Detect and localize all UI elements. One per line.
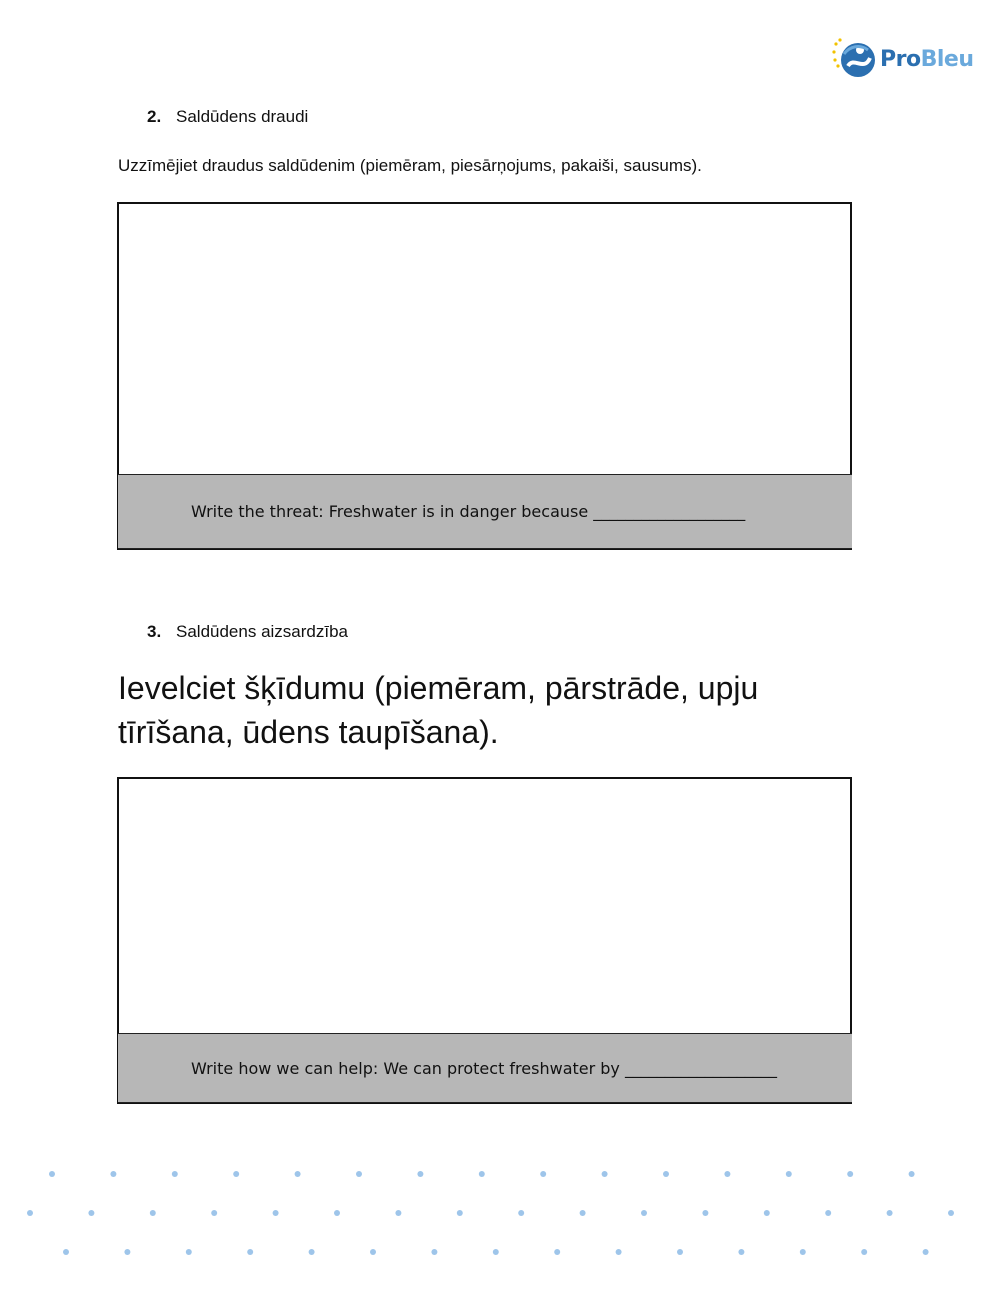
- decorative-dot: [110, 1171, 116, 1177]
- decorative-dot: [518, 1210, 524, 1216]
- threat-drawing-box[interactable]: [117, 202, 852, 550]
- decorative-dot: [493, 1249, 499, 1255]
- probleu-logo: [830, 36, 980, 82]
- section-3-instruction: Ievelciet šķīdumu (piemēram, pārstrāde, upju tīrīšana, ūdens taupīšana).: [118, 670, 759, 750]
- decorative-dot: [786, 1171, 792, 1177]
- section-2-number: 2.: [147, 107, 162, 126]
- decorative-dot: [395, 1210, 401, 1216]
- decorative-dot: [554, 1249, 560, 1255]
- decorative-dot: [861, 1249, 867, 1255]
- logo-text: ProBleu: [880, 46, 974, 72]
- section-3-heading: [147, 622, 348, 642]
- decorative-dot: [273, 1210, 279, 1216]
- decorative-dot: [417, 1171, 423, 1177]
- decorative-dot: [923, 1249, 929, 1255]
- decorative-dot: [540, 1171, 546, 1177]
- decorative-dot: [825, 1210, 831, 1216]
- decorative-dot-pattern: [0, 1150, 1000, 1294]
- decorative-dot: [702, 1210, 708, 1216]
- decorative-dot: [677, 1249, 683, 1255]
- decorative-dot: [479, 1171, 485, 1177]
- solution-drawing-box[interactable]: [117, 777, 852, 1104]
- section-2-heading: [147, 107, 308, 127]
- section-3-title: Saldūdens aizsardzība: [176, 622, 349, 641]
- decorative-dot: [334, 1210, 340, 1216]
- decorative-dot: [887, 1210, 893, 1216]
- decorative-dot: [27, 1210, 33, 1216]
- decorative-dot: [172, 1171, 178, 1177]
- decorative-dot: [602, 1171, 608, 1177]
- decorative-dot: [49, 1171, 55, 1177]
- section-3-number: 3.: [147, 622, 162, 641]
- decorative-dot: [948, 1210, 954, 1216]
- decorative-dot: [88, 1210, 94, 1216]
- decorative-dot: [295, 1171, 301, 1177]
- decorative-dot: [124, 1249, 130, 1255]
- solution-caption: Write how we can help: We can protect freshwater by ___________________: [118, 1033, 852, 1103]
- decorative-dot: [580, 1210, 586, 1216]
- decorative-dot: [847, 1171, 853, 1177]
- section-2-title: Saldūdens draudi: [176, 107, 309, 126]
- decorative-dot: [233, 1171, 239, 1177]
- decorative-dot: [663, 1171, 669, 1177]
- section-2-instruction: Uzzīmējiet draudus saldūdenim (piemēram, piesārņojums, pakaiši, sausums).: [118, 156, 702, 175]
- probleu-logo-icon: [830, 36, 878, 82]
- decorative-dot: [738, 1249, 744, 1255]
- decorative-dot: [764, 1210, 770, 1216]
- decorative-dot: [63, 1249, 69, 1255]
- decorative-dot: [616, 1249, 622, 1255]
- decorative-dot: [356, 1171, 362, 1177]
- decorative-dot: [641, 1210, 647, 1216]
- decorative-dot: [247, 1249, 253, 1255]
- decorative-dot: [909, 1171, 915, 1177]
- decorative-dot: [800, 1249, 806, 1255]
- decorative-dot: [724, 1171, 730, 1177]
- decorative-dot: [431, 1249, 437, 1255]
- decorative-dot: [186, 1249, 192, 1255]
- decorative-dot: [309, 1249, 315, 1255]
- threat-caption: Write the threat: Freshwater is in danger because ___________________: [118, 474, 852, 549]
- decorative-dot: [457, 1210, 463, 1216]
- decorative-dot: [150, 1210, 156, 1216]
- decorative-dot: [370, 1249, 376, 1255]
- decorative-dot: [211, 1210, 217, 1216]
